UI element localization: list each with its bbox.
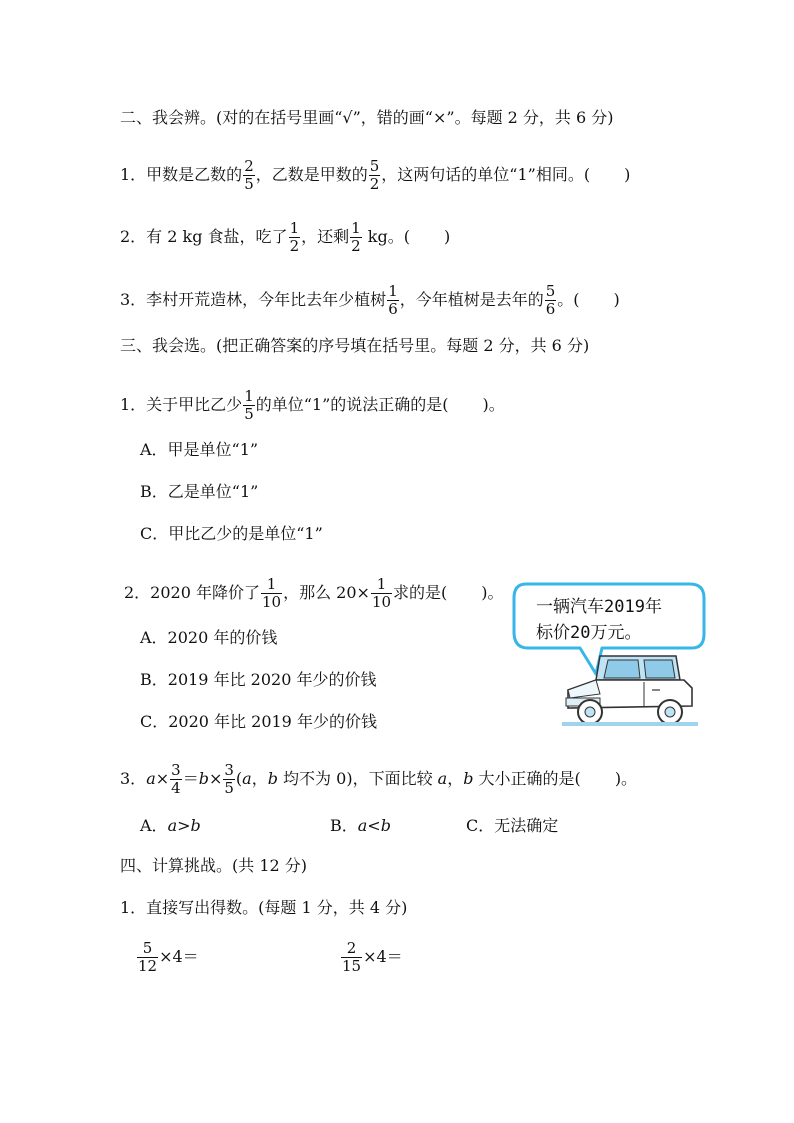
text: )。 (482, 395, 505, 414)
jeep-car-illustration (560, 650, 700, 730)
option-text: a>b (167, 816, 201, 835)
section-3-heading: 三、我会选。(把正确答案的序号填在括号里。每题 2 分，共 6 分) (120, 336, 590, 355)
text: ) (624, 165, 631, 184)
denominator: 6 (545, 300, 556, 318)
var-b: b (463, 769, 474, 788)
front-hub (585, 707, 595, 717)
var-a: a (437, 769, 448, 788)
option-3-2-b: B．2019 年比 2020 年少的价钱 (140, 670, 377, 689)
text: ) (443, 227, 451, 246)
question-3-2 (124, 576, 504, 611)
fraction (350, 220, 362, 255)
text: ，这两句话的单位“1”相同。( (381, 165, 591, 184)
denominator: 10 (371, 593, 392, 611)
text: ，还剩 (301, 227, 350, 246)
fraction (223, 762, 235, 797)
option-3-3-c: C．无法确定 (466, 816, 559, 835)
text: 3．李村开荒造林，今年比去年少植树 (120, 290, 387, 309)
var-a: a (242, 769, 252, 788)
section-2-heading: 二、我会辨。(对的在括号里画“√”，错的画“×”。每题 2 分，共 6 分) (120, 108, 614, 127)
text: 大小正确的是( (473, 769, 581, 788)
calc-item-2 (340, 940, 403, 975)
text: 1．关于甲比乙少 (120, 395, 243, 414)
times-sign: × (208, 769, 223, 788)
text: 1．甲数是乙数的 (120, 165, 243, 184)
numerator: 1 (351, 219, 361, 237)
text: ) (613, 290, 620, 309)
numerator: 2 (244, 157, 254, 175)
fraction (545, 283, 557, 318)
option-3-1-c: C．甲比乙少的是单位“1” (140, 524, 323, 543)
fraction (137, 940, 158, 975)
text: ，那么 20× (283, 583, 370, 602)
text: )。 (614, 769, 638, 788)
fraction (289, 220, 301, 255)
var-a: a (146, 769, 156, 788)
text: kg。( (362, 227, 410, 246)
text: 求的是( (393, 583, 448, 602)
fraction (371, 576, 392, 611)
bubble-line-2: 标价20万元。 (536, 623, 642, 643)
denominator: 4 (171, 779, 181, 797)
text: 2．有 2 kg 食盐，吃了 (120, 227, 288, 246)
text: ， (251, 769, 268, 788)
numerator: 3 (224, 761, 234, 779)
fraction (261, 576, 282, 611)
fraction (387, 283, 399, 318)
numerator: 2 (341, 940, 362, 958)
calc-tail: ×4＝ (159, 947, 199, 966)
numerator: 1 (371, 576, 392, 594)
question-2-2 (120, 220, 450, 255)
times-sign: × (155, 769, 170, 788)
denominator: 5 (244, 405, 254, 423)
fraction (369, 158, 381, 193)
var-b: b (267, 769, 278, 788)
numerator: 5 (137, 940, 158, 958)
option-text: a<b (357, 816, 391, 835)
denominator: 5 (224, 779, 234, 797)
speech-bubble-text (536, 594, 662, 646)
text: ，乙数是甲数的 (255, 165, 368, 184)
option-3-3-a (140, 816, 201, 836)
text: ( (235, 769, 243, 788)
text: ， (447, 769, 464, 788)
calc-item-1 (136, 940, 199, 975)
text: 的单位“1”的说法正确的是( (255, 395, 449, 414)
numerator: 1 (261, 576, 282, 594)
question-3-1 (120, 388, 505, 423)
text: ，今年植树是去年的 (399, 290, 544, 309)
numerator: 5 (545, 282, 556, 300)
speech-bubble (510, 580, 708, 652)
text: 2．2020 年降价了 (124, 583, 260, 602)
denominator: 15 (342, 957, 362, 975)
side-window (644, 660, 675, 678)
question-2-3 (120, 283, 620, 318)
rear-hub (665, 707, 675, 717)
question-3-3 (120, 762, 637, 797)
numerator: 3 (171, 761, 181, 779)
question-2-1 (120, 158, 630, 193)
numerator: 1 (244, 387, 254, 405)
section-4-heading: 四、计算挑战。(共 12 分) (120, 856, 308, 875)
fraction (341, 940, 362, 975)
numerator: 5 (369, 157, 380, 175)
numerator: 1 (388, 282, 398, 300)
denominator: 12 (138, 957, 158, 975)
equals-sign: ＝ (182, 769, 199, 788)
denominator: 6 (388, 300, 398, 318)
denominator: 2 (369, 175, 380, 193)
fraction (243, 158, 255, 193)
numerator: 1 (289, 219, 300, 237)
denominator: 10 (262, 593, 282, 611)
option-3-1-b: B．乙是单位“1” (140, 482, 259, 501)
option-3-3-b (330, 816, 391, 836)
section-4-subheading: 1．直接写出得数。(每题 1 分，共 4 分) (120, 898, 408, 917)
calc-tail: ×4＝ (363, 947, 403, 966)
denominator: 2 (289, 237, 300, 255)
fraction (170, 762, 182, 797)
text: 。( (557, 290, 580, 309)
text: 3． (120, 769, 147, 788)
option-3-1-a: A．甲是单位“1” (140, 440, 259, 459)
denominator: 2 (351, 237, 361, 255)
var-b: b (198, 769, 209, 788)
text: 均不为 0)，下面比较 (277, 769, 438, 788)
option-3-2-c: C．2020 年比 2019 年少的价钱 (140, 712, 377, 731)
option-prefix: A． (140, 816, 168, 835)
option-prefix: B． (330, 816, 358, 835)
denominator: 5 (244, 175, 254, 193)
bubble-line-1: 一辆汽车2019年 (536, 597, 662, 617)
text: )。 (481, 583, 504, 602)
option-3-2-a: A．2020 年的价钱 (140, 628, 278, 647)
fraction (243, 388, 255, 423)
windshield (604, 660, 640, 678)
